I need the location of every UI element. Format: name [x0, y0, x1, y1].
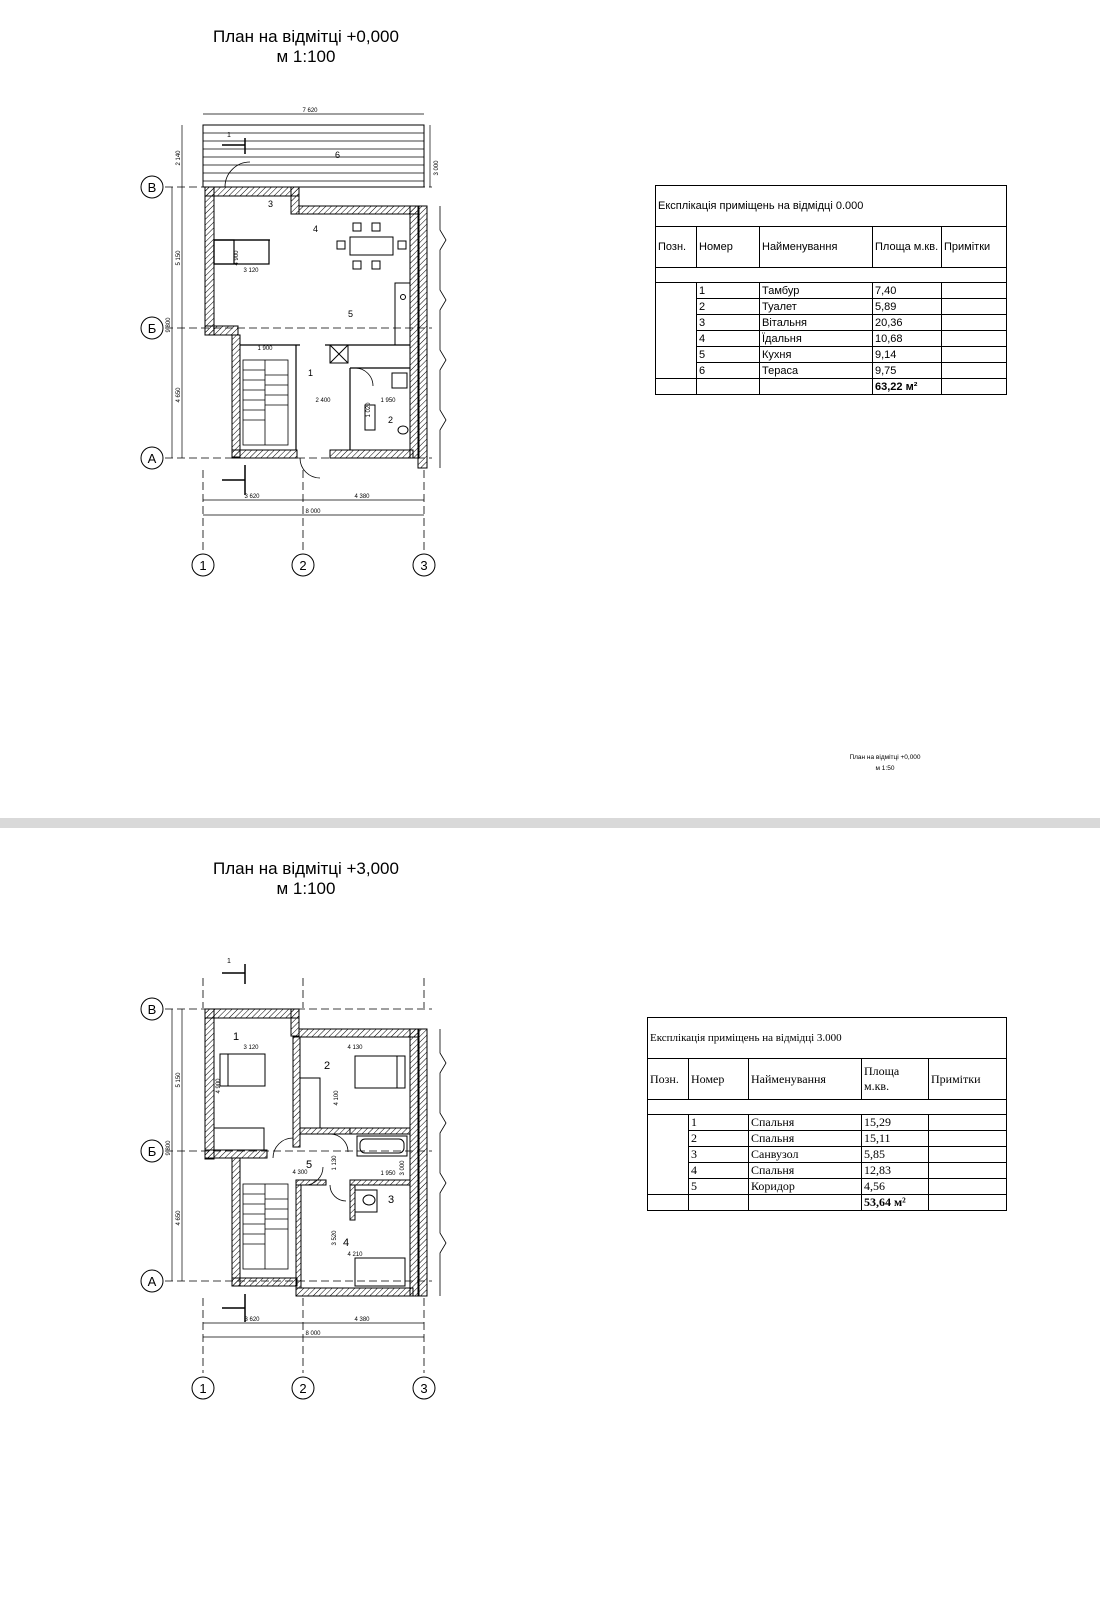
- room-label: 3: [268, 199, 274, 209]
- table-row: 2 Спальня 15,11: [648, 1131, 1007, 1147]
- dim-text: 4 300: [292, 1170, 308, 1176]
- axis-label-col: 3: [420, 1381, 428, 1396]
- stamp-line: м 1:50: [875, 765, 895, 772]
- column-axis-markers: [192, 1377, 435, 1399]
- staircase: [243, 360, 288, 445]
- table-row: 1 Спальня 15,29: [648, 1115, 1007, 1131]
- dim-text: 2 400: [315, 398, 331, 404]
- explication-table: [647, 1017, 1007, 1211]
- table-total-row: [648, 1195, 1007, 1211]
- axis-label-col: 2: [299, 558, 307, 573]
- dim-text: 3 000: [434, 160, 440, 176]
- plan-scale-text: м 1:100: [276, 879, 336, 898]
- stamp-line: План на відмітці +0,000: [849, 754, 921, 761]
- table-total: 63,22 м²: [873, 379, 942, 395]
- axis-label-col: 3: [420, 558, 428, 573]
- room-label: 6: [335, 150, 341, 160]
- dim-text: 9 800: [166, 317, 172, 333]
- dim-text: 4 380: [354, 1317, 370, 1323]
- axis-label-row: Б: [147, 321, 157, 336]
- table-row: 2 Туалет 5,89: [656, 299, 1007, 315]
- table-header: Примітки: [929, 1059, 1007, 1100]
- room-label: 1: [233, 1031, 240, 1043]
- kitchen-counter: [330, 283, 410, 363]
- table-total: 53,64 м²: [862, 1195, 929, 1211]
- dim-text: 2 140: [176, 150, 182, 166]
- plan-scale-text: м 1:100: [276, 47, 336, 66]
- table-header: Номер: [697, 227, 760, 268]
- plan-title-text: План на відмітці +0,000: [213, 27, 399, 46]
- table-header: Позн.: [648, 1059, 689, 1100]
- axis-label-row: В: [147, 180, 157, 195]
- dim-text: 4 210: [347, 1252, 363, 1258]
- page-divider: [0, 818, 1100, 828]
- break-line: [440, 1029, 446, 1296]
- table-header: Найменування: [749, 1059, 862, 1100]
- section-mark-bottom: [222, 1294, 245, 1322]
- table-total-row: [656, 379, 1007, 395]
- axis-label-col: 1: [199, 558, 207, 573]
- dim-text: 1 950: [380, 1171, 396, 1177]
- dim-text: 4 900: [216, 1078, 222, 1094]
- table-header: Примітки: [942, 227, 1007, 268]
- explication-table: [655, 185, 1007, 395]
- room-label: 1: [308, 368, 314, 378]
- room-label: 5: [306, 1159, 313, 1171]
- dim-text: 4 900: [234, 250, 240, 266]
- dim-text: 3 620: [244, 494, 260, 500]
- dim-text: 8 000: [305, 1331, 321, 1337]
- table-header: Номер: [689, 1059, 749, 1100]
- section-mark-top: [222, 138, 245, 154]
- dim-text: 3 120: [243, 268, 259, 274]
- dim-text: 3 620: [244, 1317, 260, 1323]
- dim-text: 1 130: [332, 1155, 338, 1171]
- section-mark-bottom: [222, 465, 245, 495]
- axis-label-row: А: [147, 451, 157, 466]
- table-row: 5 Кухня 9,14: [656, 347, 1007, 363]
- dim-text: 7 620: [302, 108, 318, 114]
- dim-text: 1 020: [366, 402, 372, 418]
- room-label: 2: [324, 1060, 331, 1072]
- dim-text: 9 800: [166, 1140, 172, 1156]
- dim-text: 4 100: [334, 1090, 340, 1106]
- table-header: Площа м.кв.: [862, 1059, 929, 1100]
- room-label: 4: [343, 1237, 350, 1249]
- room-label: 4: [313, 224, 319, 234]
- room-label: 2: [388, 415, 394, 425]
- table-row: 3 Санвузол 5,85: [648, 1147, 1007, 1163]
- axis-label-row: А: [147, 1274, 157, 1289]
- column-axis-markers: [192, 554, 435, 576]
- dim-text: 4 650: [176, 387, 182, 403]
- table-title: Експлікація приміщень на відмідці 3.000: [648, 1018, 1007, 1059]
- dim-text: 4 130: [347, 1045, 363, 1051]
- axis-label-col: 2: [299, 1381, 307, 1396]
- dim-text: 3 520: [332, 1230, 338, 1246]
- room-label: 3: [388, 1194, 395, 1206]
- terrace-slats: [203, 125, 424, 187]
- floor-plan-drawing: [0, 828, 1100, 1600]
- axis-label-row: В: [147, 1002, 157, 1017]
- dim-text: 4 380: [354, 494, 370, 500]
- table-header: Найменування: [760, 227, 873, 268]
- dim-text: 4 650: [176, 1210, 182, 1226]
- table-row: 4 Їдальня 10,68: [656, 331, 1007, 347]
- staircase: [243, 1184, 288, 1269]
- title-stamp: [815, 752, 955, 774]
- axis-label-row: Б: [147, 1144, 157, 1159]
- table-title: Експлікація приміщень на відмідці 0.000: [656, 186, 1007, 227]
- table-row: 4 Спальня 12,83: [648, 1163, 1007, 1179]
- table-row: 3 Вітальня 20,36: [656, 315, 1007, 331]
- sheet-first-floor: [0, 828, 1100, 1600]
- section-mark-label: 1: [227, 132, 231, 139]
- room-label: 5: [348, 309, 354, 319]
- dim-text: 3 000: [400, 1160, 406, 1176]
- plan-title-text: План на відмітці +3,000: [213, 859, 399, 878]
- table-header: Позн.: [656, 227, 697, 268]
- section-mark-label: 1: [227, 958, 231, 965]
- axis-label-col: 1: [199, 1381, 207, 1396]
- dim-text: 1 900: [257, 346, 273, 352]
- table-header: Площа м.кв.: [873, 227, 942, 268]
- table-row: 5 Коридор 4,56: [648, 1179, 1007, 1195]
- dim-text: 3 120: [243, 1045, 259, 1051]
- dim-text: 5 150: [176, 250, 182, 266]
- table-row: 1 Тамбур 7,40: [656, 283, 1007, 299]
- table-row: 6 Тераса 9,75: [656, 363, 1007, 379]
- dim-text: 5 150: [176, 1072, 182, 1088]
- dim-text: 1 950: [380, 398, 396, 404]
- break-line: [440, 206, 446, 468]
- section-mark-top: [222, 964, 245, 984]
- dining-table: [337, 223, 406, 269]
- dim-text: 8 000: [305, 509, 321, 515]
